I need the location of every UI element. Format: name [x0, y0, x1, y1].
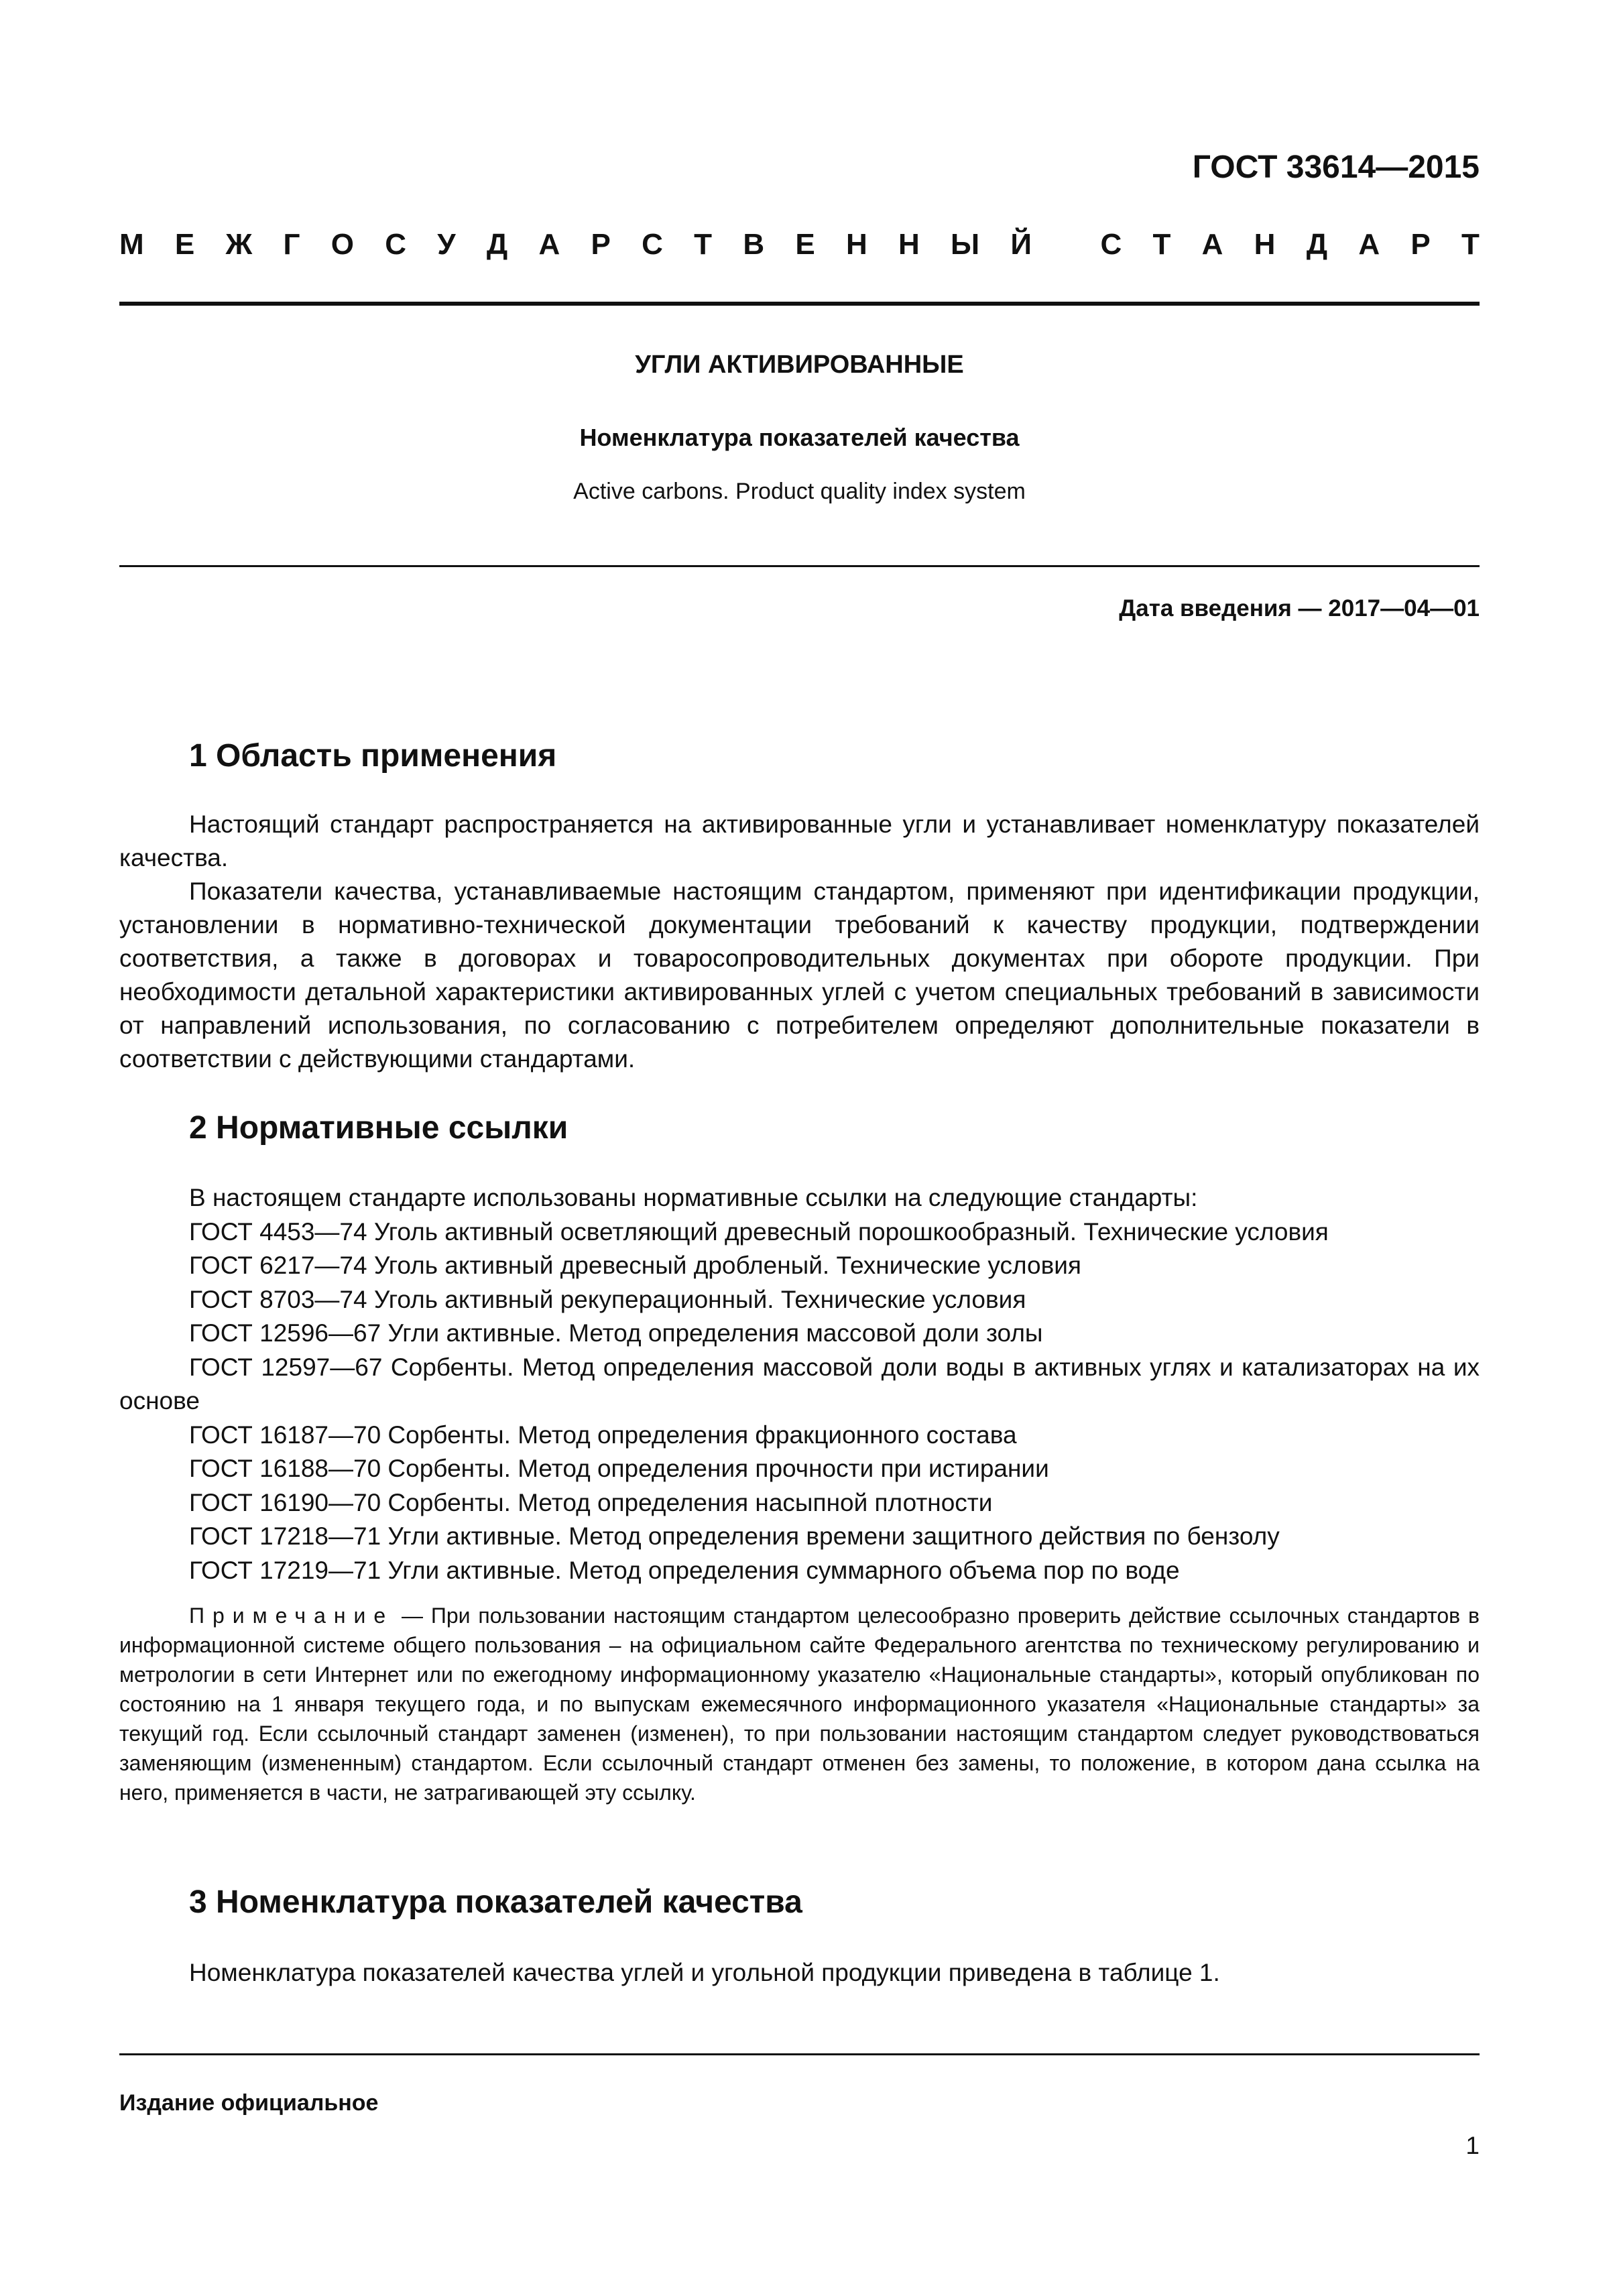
heading-letter: Н — [845, 228, 867, 261]
reference-item: ГОСТ 16187—70 Сорбенты. Метод определения фракционного состава — [189, 1421, 1017, 1449]
note-label: Примечание — [189, 1604, 394, 1628]
heading-letter: Р — [591, 228, 611, 261]
heading-letter: А — [1358, 228, 1380, 261]
heading-letter: С — [642, 228, 663, 261]
word-gap — [1063, 228, 1069, 261]
references-intro: В настоящем стандарте использованы нормативные ссылки на следующие стандарты: — [189, 1184, 1198, 1211]
reference-item: ГОСТ 6217—74 Уголь активный древесный дробленый. Технические условия — [189, 1252, 1081, 1279]
heading-letter: А — [1201, 228, 1223, 261]
note-text: — При пользовании настоящим стандартом целесообразно проверить действие ссылочных стандартов в информационной системе общего пользования – на официальном сайте Федерального агентства по техническому регулированию и метрологии в сети Интернет или по ежегодному информационному указателю «Национальные стандарты», который опубликован по состоянию на 1 января текущего года, и по выпускам ежемесячного информационного указателя «Национальные стандарты» за текущий год. Если ссылочный стандарт заменен (изменен), то при пользовании настоящим стандартом следует руководствоваться заменяющим (измененным) стандартом. Если ссылочный стандарт отменен без замены, то положение, в котором дана ссылка на него, применяется в части, не затрагивающей эту ссылку. — [119, 1604, 1480, 1805]
title-rule — [119, 565, 1480, 567]
section-3-heading: 3 Номенклатура показателей качества — [189, 1884, 802, 1920]
standard-designation: ГОСТ 33614—2015 — [1192, 149, 1480, 185]
section-1-paragraph-1: Настоящий стандарт распространяется на активированные угли и устанавливает номенклатуру показателей качества. — [119, 810, 1480, 871]
heading-letter: М — [119, 228, 144, 261]
document-subtitle: Номенклатура показателей качества — [579, 424, 1020, 451]
footer-rule — [119, 2053, 1480, 2055]
heading-letter: Т — [1152, 228, 1171, 261]
heading-letter: С — [1100, 228, 1122, 261]
heading-letter: Д — [486, 228, 508, 261]
heading-letter: Р — [1410, 228, 1431, 261]
english-title: Active carbons. Product quality index system — [573, 479, 1026, 504]
reference-item: ГОСТ 8703—74 Уголь активный рекуперационный. Технические условия — [189, 1285, 1026, 1313]
heading-letter: С — [385, 228, 407, 261]
heading-letter: Й — [1010, 228, 1032, 261]
heading-letter: Т — [694, 228, 713, 261]
heading-letter: Ы — [951, 228, 980, 261]
reference-item: ГОСТ 17219—71 Угли активные. Метод определения суммарного объема пор по воде — [189, 1556, 1180, 1584]
heading-letter: Г — [283, 228, 300, 261]
heading-letter: В — [743, 228, 765, 261]
heading-letter: Д — [1306, 228, 1328, 261]
section-1-body — [119, 808, 1480, 1076]
heading-letter: Е — [795, 228, 815, 261]
heading-letter: У — [437, 228, 456, 261]
document-title: УГЛИ АКТИВИРОВАННЫЕ — [635, 351, 964, 379]
reference-item: ГОСТ 16190—70 Сорбенты. Метод определения насыпной плотности — [189, 1488, 993, 1516]
heading-letter: Ж — [225, 228, 253, 261]
section-3-paragraph-1: Номенклатура показателей качества углей и угольной продукции приведена в таблице 1. — [189, 1959, 1220, 1986]
references-note — [119, 1601, 1480, 1807]
reference-item: ГОСТ 17218—71 Угли активные. Метод определения времени защитного действия по бензолу — [189, 1522, 1280, 1550]
introduction-date: Дата введения — 2017—04—01 — [1119, 595, 1480, 621]
header-rule — [119, 302, 1480, 306]
section-1-paragraph-2: Показатели качества, устанавливаемые настоящим стандартом, применяют при идентификации продукции, установлении в нормативно-технической документации требований к качеству продукции, подтверждении соответствия, а также в договорах и товаросопроводительных документах при обороте продукции. При необходимости детальной характеристики активированных углей с учетом специальных требований в зависимости от направлений использования, по согласованию с потребителем определяют дополнительные показатели в соответствии с действующими стандартами. — [119, 878, 1480, 1073]
interstate-standard-heading — [119, 228, 1480, 261]
heading-letter: Н — [1254, 228, 1276, 261]
heading-letter: Н — [898, 228, 920, 261]
section-2-heading: 2 Нормативные ссылки — [189, 1110, 568, 1146]
reference-item: ГОСТ 4453—74 Уголь активный осветляющий древесный порошкообразный. Технические условия — [189, 1217, 1329, 1246]
heading-letter: О — [330, 228, 354, 261]
reference-item: ГОСТ 12597—67 Сорбенты. Метод определения массовой доли воды в активных углях и катализаторах на их основе — [119, 1353, 1480, 1414]
section-3-body — [119, 1956, 1480, 1990]
reference-item: ГОСТ 12596—67 Угли активные. Метод определения массовой доли золы — [189, 1319, 1043, 1347]
heading-letter: Е — [174, 228, 195, 261]
heading-letter: А — [538, 228, 560, 261]
official-edition-label: Издание официальное — [119, 2090, 379, 2116]
heading-letter: Т — [1461, 228, 1480, 261]
page-number: 1 — [1465, 2132, 1480, 2159]
reference-item: ГОСТ 16188—70 Сорбенты. Метод определения прочности при истирании — [189, 1455, 1049, 1482]
normative-references-list — [119, 1181, 1480, 1587]
section-1-heading: 1 Область применения — [189, 738, 557, 774]
